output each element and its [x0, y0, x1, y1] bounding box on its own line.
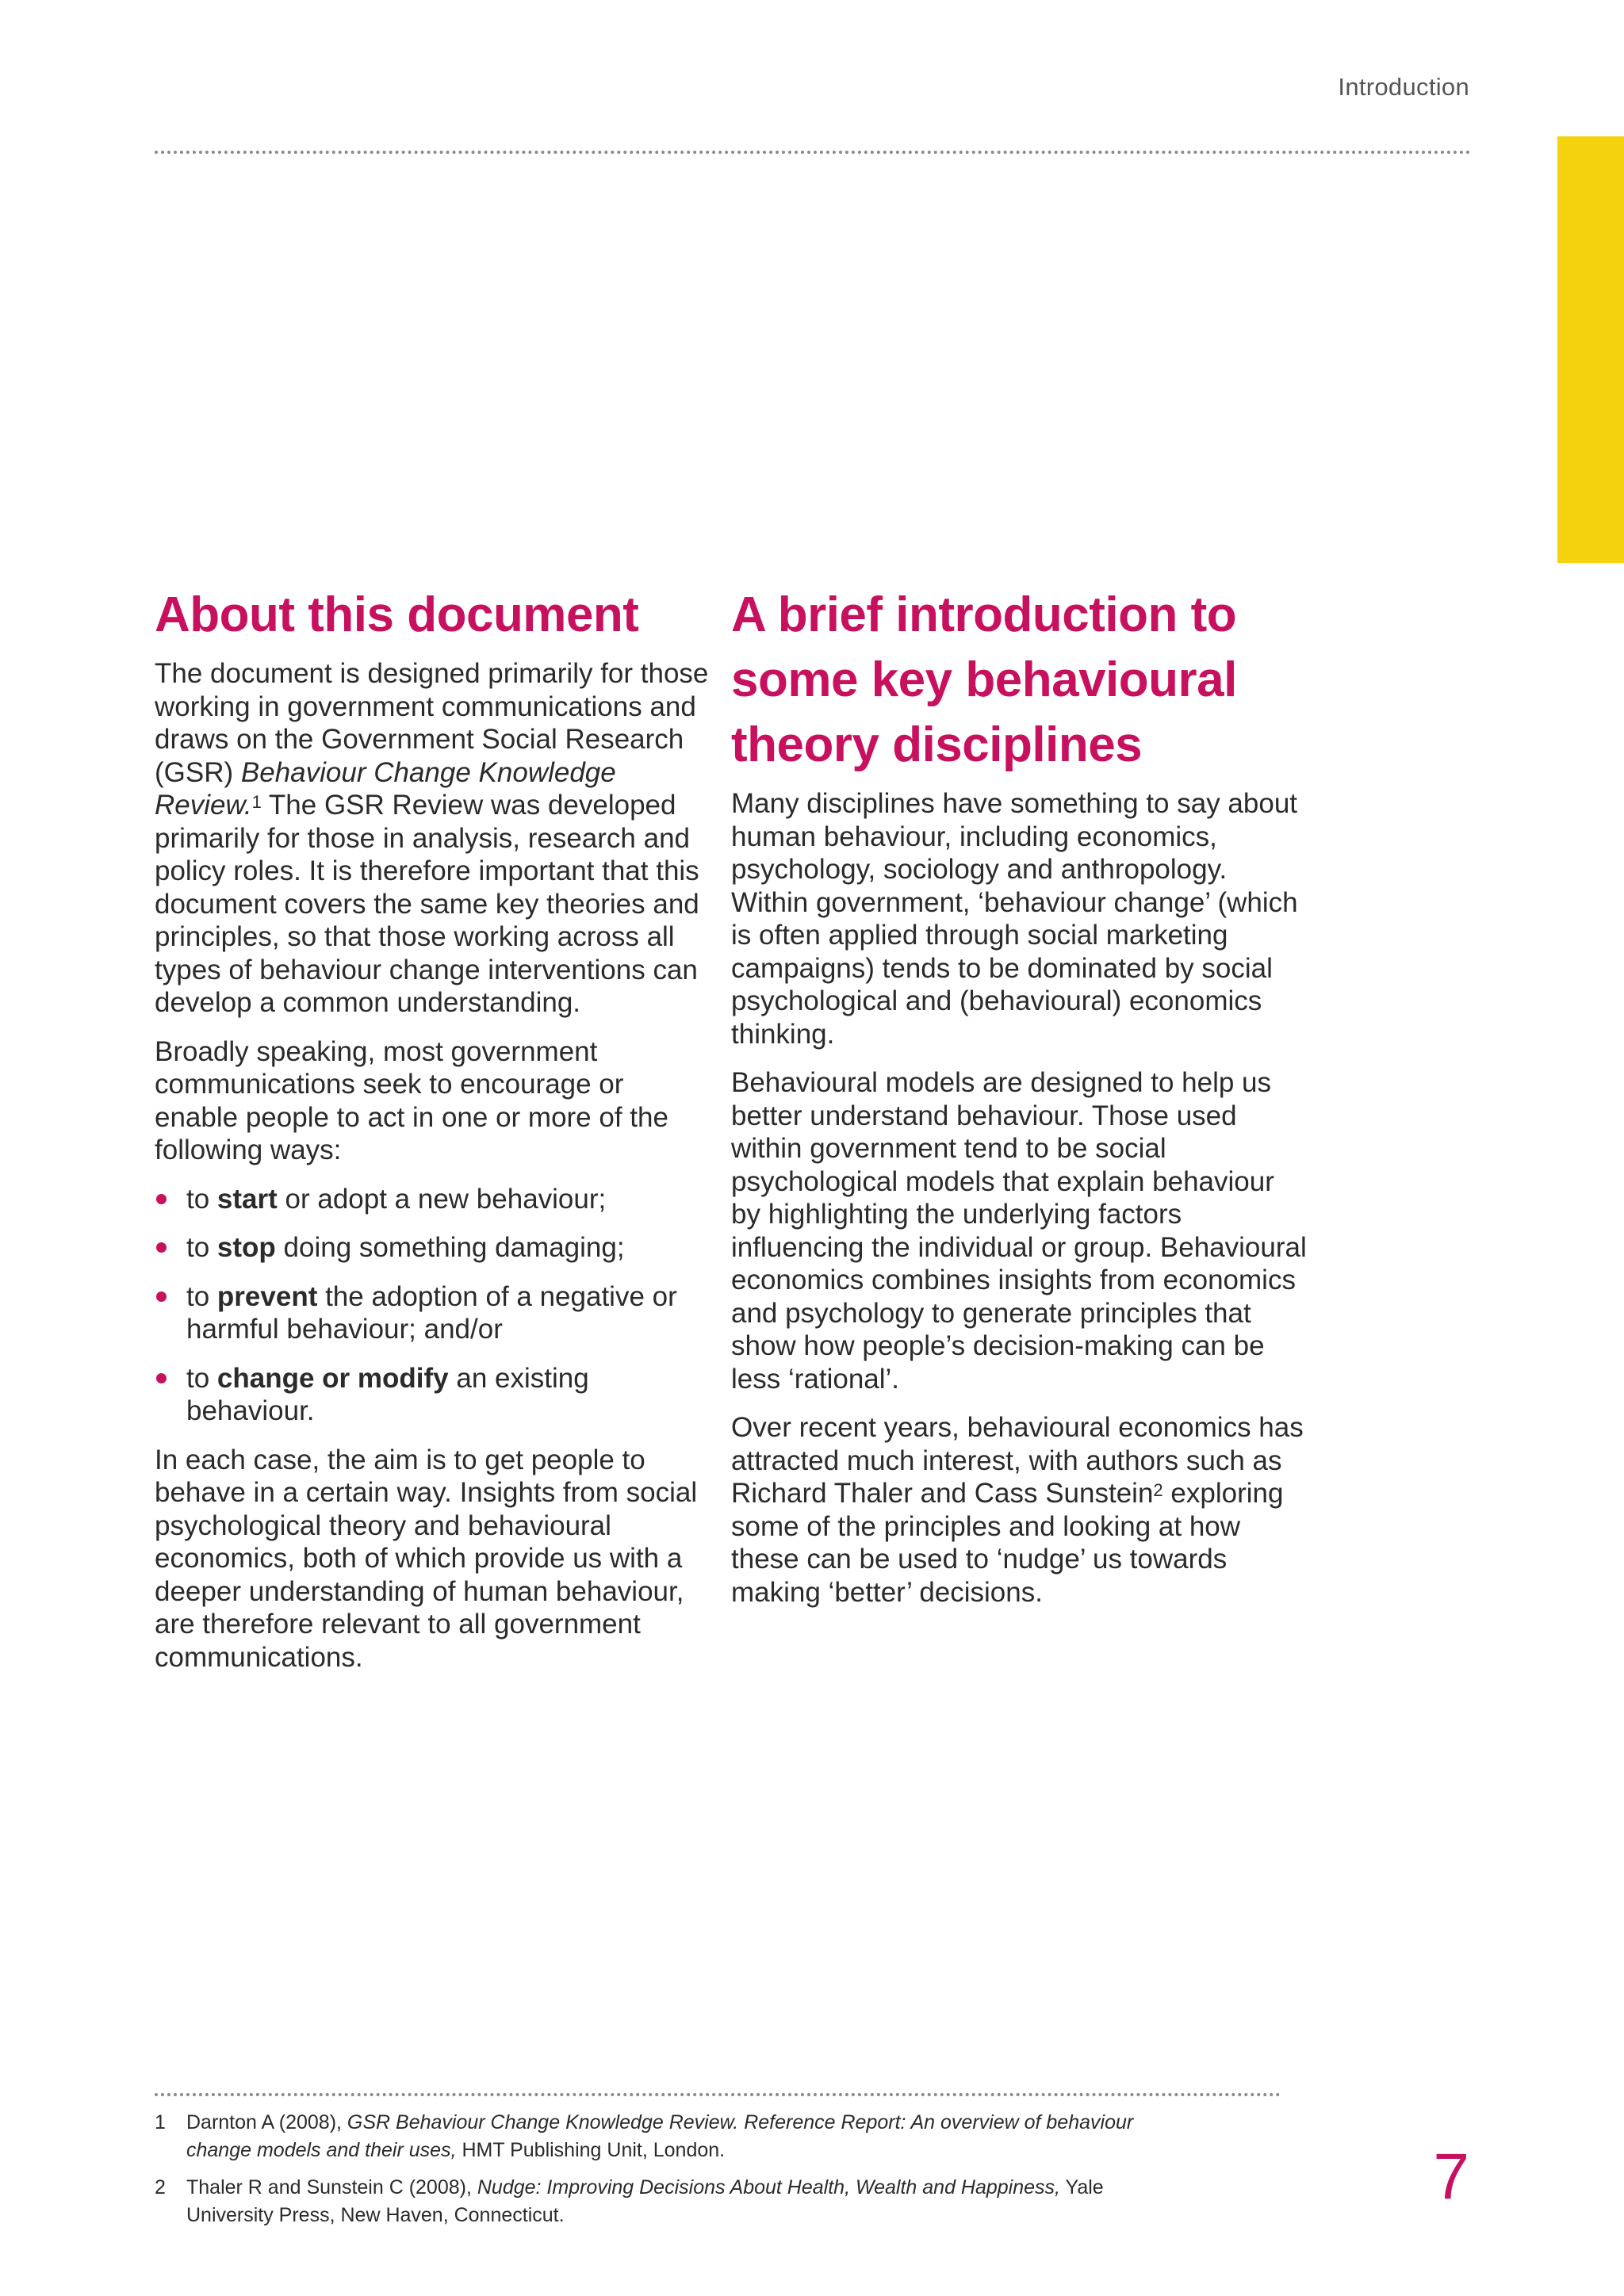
page-number: 7: [1433, 2141, 1469, 2213]
about-heading: About this document: [155, 587, 639, 642]
top-dotted-rule: [155, 151, 1471, 154]
section-tab: [1557, 136, 1624, 563]
about-paragraph-1: The document is designed primarily for those working in government communications and draws on the Government Social Research (GSR) Behaviour Change Knowledge Review.$^1$ The GSR Review was developed primarily for those in analysis, research and policy roles. It is therefore important that this document covers the same key theories and principles, so that those working across all types of behaviour change interventions can develop a common understanding.: [155, 658, 709, 1018]
intro-paragraph-2: Behavioural models are designed to help us better understand behaviour. Those used within government tend to be social psychological models that explain behaviour by highlighting the underlying factors influencing the individual or group. Behavioural economics combines insights from economics and psychology to generate principles that show how people’s decision-making can be less ‘rational’.: [731, 1067, 1307, 1395]
list-item: to change or modify an existing behaviour.: [155, 1362, 710, 1428]
running-header: Introduction: [1338, 73, 1469, 101]
ways-list: [155, 1183, 710, 1428]
footnote-dotted-rule: [155, 2093, 1281, 2096]
review-title: Behaviour Change Knowledge Review.: [155, 756, 616, 821]
footnote-2: 2 Thaler R and Sunstein C (2008), Nudge: Improving Decisions About Health, Wealth and Happiness, Yale University Press, New Haven, Connecticut.: [155, 2176, 1104, 2226]
bullet-icon: [156, 1242, 167, 1253]
intro-paragraph-1: Many disciplines have something to say about human behaviour, including economics, psychology, sociology and anthropology. Within government, ‘behaviour change’ (which is often applied through social marketing campaigns) tends to be dominated by social psychological and (behavioural) economics thinking.: [731, 788, 1298, 1050]
footnote-ref-2[interactable]: 2: [1153, 1480, 1163, 1500]
footnotes: [155, 2109, 1185, 2239]
intro-heading: A brief introduction to some key behavioural theory disciplines: [731, 587, 1237, 772]
about-paragraph-2: Broadly speaking, most government communications seek to encourage or enable people to act in one or more of the following ways:: [155, 1035, 668, 1165]
footnote-1: 1 Darnton A (2008), GSR Behaviour Change Knowledge Review. Reference Report: An overview of behaviour change models and their uses, HMT Publishing Unit, London.: [155, 2111, 1134, 2161]
bullet-icon: [156, 1373, 167, 1383]
left-column: [155, 583, 710, 1689]
list-item: to stop doing something damaging;: [155, 1231, 710, 1265]
right-column: [731, 583, 1310, 1624]
about-paragraph-3: In each case, the aim is to get people to behave in a certain way. Insights from social psychological theory and behavioural economics, both of which provide us with a deeper understanding of human behaviour, are therefore relevant to all government communications.: [155, 1444, 698, 1673]
bullet-icon: [156, 1194, 167, 1204]
list-item: to prevent the adoption of a negative or harmful behaviour; and/or: [155, 1280, 710, 1346]
bullet-icon: [156, 1292, 167, 1302]
footnote-ref-1[interactable]: 1: [251, 792, 262, 812]
intro-paragraph-3: Over recent years, behavioural economics has attracted much interest, with authors such as Richard Thaler and Cass Sunstein$^2$ exploring some of the principles and looking at how these can be used to ‘nudge’ us towards making ‘better’ decisions.: [731, 1412, 1304, 1608]
list-item: to start or adopt a new behaviour;: [155, 1183, 710, 1216]
